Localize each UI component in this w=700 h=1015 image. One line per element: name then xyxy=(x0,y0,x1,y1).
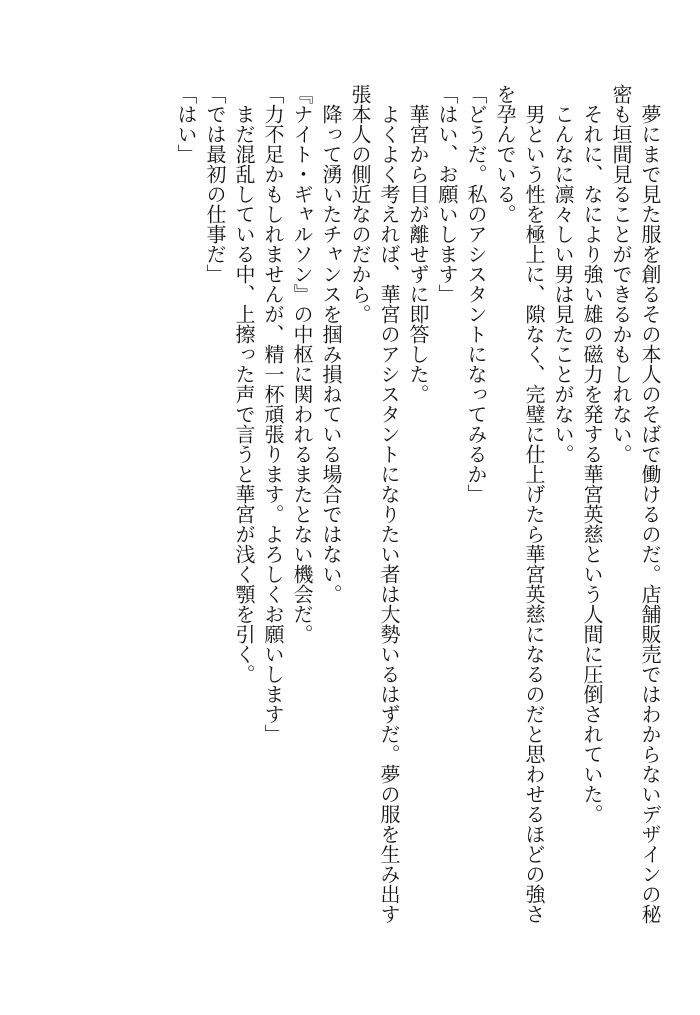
text-line: それに、なにより強い雄の磁力を発する華宮英慈という人間に圧倒されていた。 xyxy=(580,104,604,824)
text-line: こんなに凛々しい男は見たことがない。 xyxy=(551,104,575,464)
text-line: 「どうだ。私のアシスタントになってみるか」 xyxy=(464,84,488,504)
text-line: 「力不足かもしれませんが、精一杯頑張ります。よろしくお願いします」 xyxy=(261,84,285,744)
text-line: 男という性を極上に、隙なく、完璧に仕上げたら華宮英慈になるのだと思わせるほどの強さ xyxy=(522,104,546,924)
text-line: 密も垣間見ることができるかもしれない。 xyxy=(609,84,633,464)
text-line: 「はい」 xyxy=(174,84,198,164)
vertical-text-body xyxy=(171,84,664,964)
text-line: 夢にまで見た服を創るその本人のそばで働けるのだ。店舗販売ではわからないデザインの秘 xyxy=(638,104,662,924)
text-line: を孕んでいる。 xyxy=(493,84,517,224)
text-line: 華宮から目が離せずに即答した。 xyxy=(406,104,430,404)
text-line: 張本人の側近なのだから。 xyxy=(348,84,372,324)
text-line: よくよく考えれば、華宮のアシスタントになりたい者は大勢いるはずだ。夢の服を生み出す xyxy=(377,104,401,924)
text-line: 「はい、お願いします」 xyxy=(435,84,459,304)
text-line: まだ混乱している中、上擦った声で言うと華宮が浅く顎を引く。 xyxy=(232,104,256,684)
text-line: 「では最初の仕事だ」 xyxy=(203,84,227,284)
text-line: 降って湧いたチャンスを掴み損ねている場合ではない。 xyxy=(319,104,343,604)
text-line: 『ナイト・ギャルソン』の中枢に関われるまたとない機会だ。 xyxy=(290,84,314,644)
